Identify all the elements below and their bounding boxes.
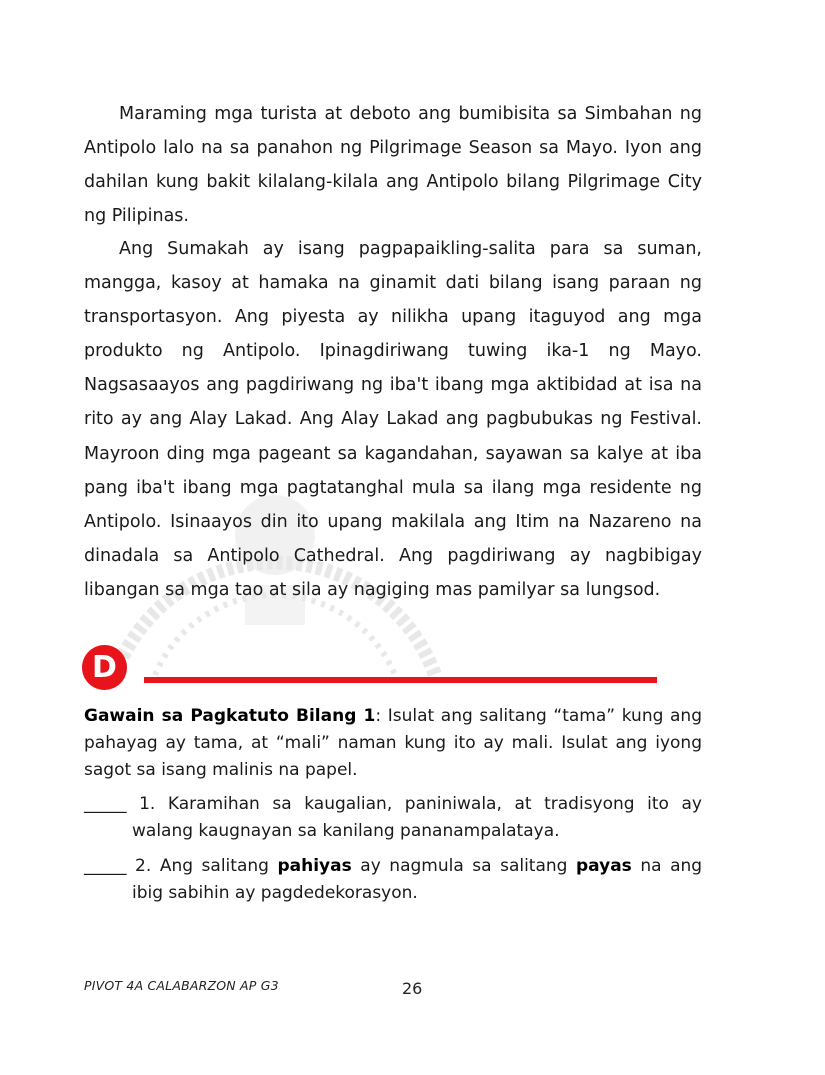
answer-blank: _____ [84,856,127,876]
activity-instructions-text: : Isulat ang salitang “tama” kung ang pahayag ay tama, at “mali” naman kung ito ay mali. Isulat ang iyong sagot sa isang malinis na papel. [84,706,703,781]
paragraph-sumakah-festival: Ang Sumakah ay isang pagpapaikling-salita para sa suman, mangga, kasoy at hamaka na ginamit dati bilang isang paraan ng transportasyon. Ang piyesta ay nilikha upang itaguyod ang mga produkto ng Antipolo. Ipinagdiriwang tuwing ika-1 ng Mayo. Nagsasaayos ang pagdiriwang ng iba't ibang mga aktibidad at isa na rito ay ang Alay Lakad. Ang Alay Lakad ang pagbubukas ng Festival. Mayroon ding mga pageant sa kagandahan, sayawan sa kalye at iba pang iba't ibang mga pagtatanghal mula sa ilang mga residente ng Antipolo. Isinaayos din ito upang makilala ang Itim na Nazareno na dinadala sa Antipolo Cathedral. Ang pagdiriwang ay nagbibigay libangan sa mga tao at sila ay nagiging mas pamilyar sa lungsod. [84,239,702,600]
quiz-item-1 [84,791,702,845]
keyword-pahiyas: pahiyas [277,856,352,876]
activity-title: Gawain sa Pagkatuto Bilang 1 [84,706,376,726]
activity-instructions [84,703,702,785]
item-text-middle: ay nagmula sa salitang [360,856,568,876]
page-number: 26 [402,979,423,998]
item-number: 1. [139,794,156,814]
section-letter-badge: D [82,645,127,690]
footer-source-label: PIVOT 4A CALABARZON AP G3 [84,978,279,993]
item-text-before: Ang salitang [159,856,269,876]
section-d-header [82,645,662,690]
item-text: Karamihan sa kaugalian, paniniwala, at tradisyong ito ay walang kaugnayan sa kanilang pananampalataya. [132,794,702,842]
answer-blank: _____ [84,794,127,814]
section-divider-line [144,677,657,683]
quiz-item-2 [84,853,702,907]
paragraph-antipolo-pilgrimage: Maraming mga turista at deboto ang bumibisita sa Simbahan ng Antipolo lalo na sa panahon ng Pilgrimage Season sa Mayo. Iyon ang dahilan kung bakit kilalang-kilala ang Antipolo bilang Pilgrimage City ng Pilipinas. [84,104,702,227]
item-number: 2. [135,856,152,876]
keyword-payas: payas [576,856,632,876]
item-text-after: na ang ibig sabihin ay pagdedekorasyon. [132,856,703,904]
